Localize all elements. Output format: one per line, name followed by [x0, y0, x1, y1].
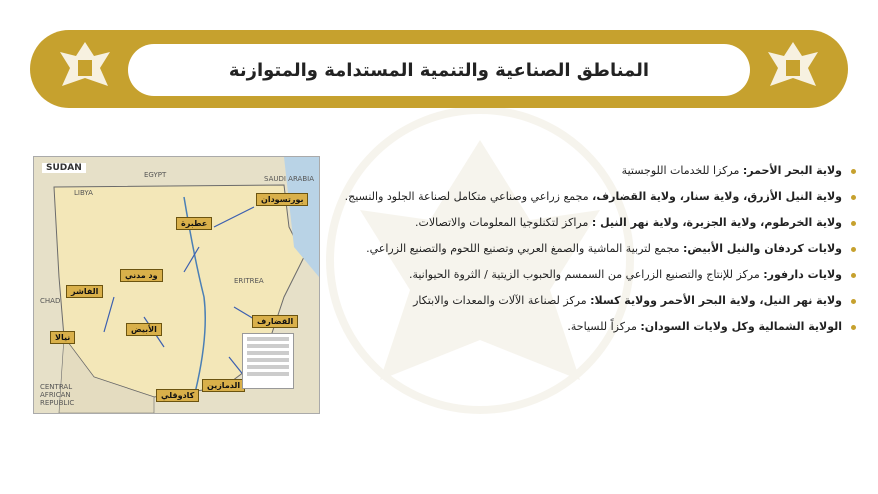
bullet-item: [338, 158, 858, 184]
bullet-item: [338, 288, 858, 314]
bullet-bold: الولاية الشمالية وكل ولايات السودان:: [640, 320, 842, 333]
title-banner: [30, 30, 848, 108]
bullet-text: مجمع لتربية الماشية والصمغ العربي وتصنيع اللحوم والتصنيع الزراعي.: [366, 242, 684, 255]
slide-title: المناطق الصناعية والتنمية المستدامة والمتوازنة: [228, 59, 650, 81]
bullet-text: مركزا للخدمات اللوجستية: [621, 164, 743, 177]
city-tag-al-obeid: الأبيض: [126, 323, 162, 336]
bullet-text: مركز لصناعة الآلات والمعدات والابتكار: [413, 294, 591, 307]
map-neighbor-label: ERITREA: [234, 277, 264, 285]
bullet-text: مراكز لتكنلوجيا المعلومات والاتصالات.: [414, 216, 592, 229]
map-country-label: SUDAN: [42, 163, 86, 173]
bullet-bold: ولاية الخرطوم، ولاية الجزيرة، ولاية نهر النيل :: [591, 216, 842, 229]
city-tag-portsudan: بورتسودان: [256, 193, 308, 206]
city-tag-wad-madani: ود مدني: [120, 269, 163, 282]
city-tag-damazin: الدمازين: [202, 379, 245, 392]
city-tag-kadugli: كادوقلي: [156, 389, 199, 402]
bullet-text: مركز للإنتاج والتصنيع الزراعي من السمسم والحبوب الزيتية / الثروة الحيوانية.: [408, 268, 764, 281]
bullet-bold: ولايات كردفان والنيل الأبيض:: [683, 242, 842, 255]
bullet-bold: ولاية البحر الأحمر:: [742, 164, 842, 177]
city-tag-nyala: نيالا: [50, 331, 75, 344]
bullet-text: مركزاً للسياحة.: [567, 320, 641, 333]
bullet-item: [338, 184, 858, 210]
bullet-item: [338, 236, 858, 262]
map-neighbor-label: EGYPT: [144, 171, 167, 179]
map-neighbor-label: LIBYA: [74, 189, 93, 197]
bullet-item: [338, 210, 858, 236]
bullet-bold: ولاية النيل الأزرق، ولاية سنار، ولاية القضارف،: [592, 190, 842, 203]
map-neighbor-label: SAUDI ARABIA: [264, 175, 314, 183]
emblem-icon: [760, 36, 826, 102]
bullet-list: [338, 158, 858, 340]
bullet-bold: ولاية نهر النيل، ولاية البحر الأحمر وولاية كسلا:: [590, 294, 842, 307]
emblem-icon: [52, 36, 118, 102]
bullet-bold: ولايات دارفور:: [763, 268, 842, 281]
title-box: [128, 44, 750, 96]
city-tag-al-fashir: الفاشر: [66, 285, 103, 298]
bullet-item: [338, 262, 858, 288]
map-neighbor-label: CHAD: [40, 297, 61, 305]
bullet-item: [338, 314, 858, 340]
sudan-map: [33, 156, 320, 414]
city-tag-gedaref: القضارف: [252, 315, 298, 328]
map-neighbor-label: CENTRAL AFRICAN REPUBLIC: [40, 383, 75, 407]
bullet-text: مجمع زراعي وصناعي متكامل لصناعة الجلود والنسيج.: [344, 190, 593, 203]
map-legend: [242, 333, 294, 389]
city-tag-atbara: عطبرة: [176, 217, 212, 230]
